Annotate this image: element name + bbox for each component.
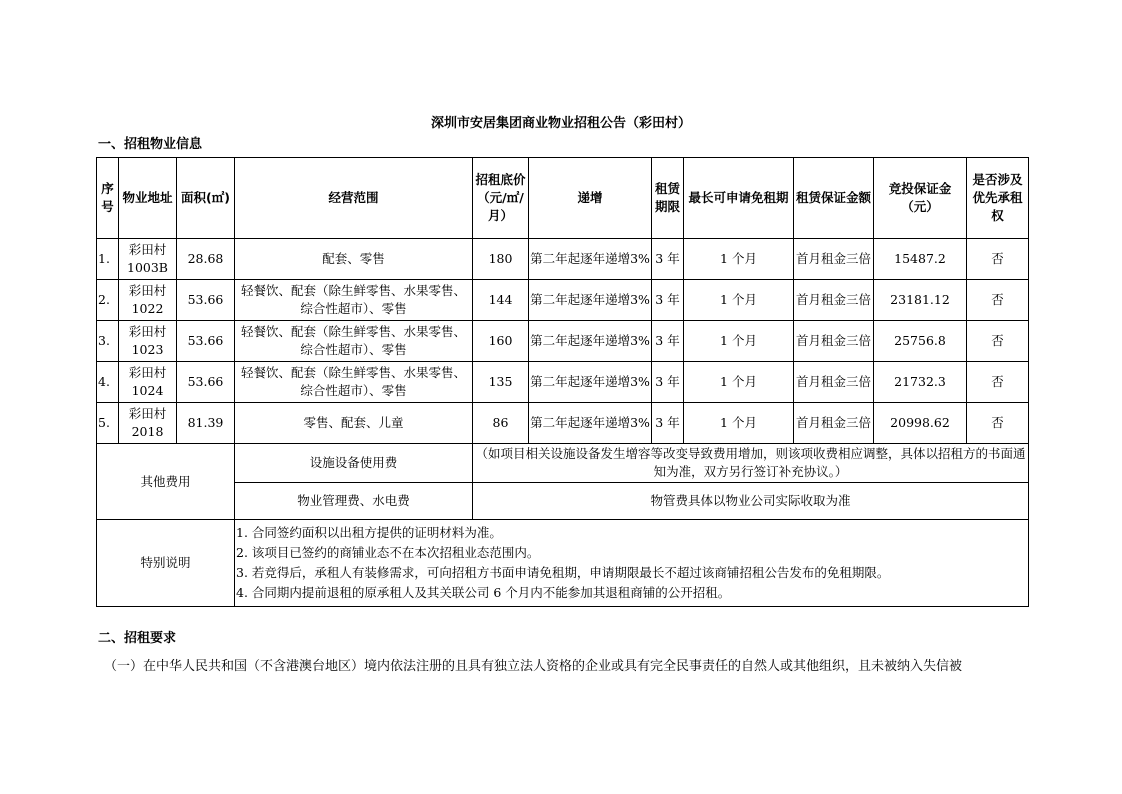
- requirements-paragraph: （一）在中华人民共和国（不含港澳台地区）境内依法注册的且具有独立法人资格的企业或具有完全民事责任的自然人或其他组织，且未被纳入失信被: [104, 659, 963, 674]
- cell-scope: 零售、配套、儿童: [235, 403, 473, 444]
- cell-price: 135: [473, 362, 529, 403]
- cell-deposit: 首月租金三倍: [794, 362, 874, 403]
- header-increase: 递增: [529, 158, 652, 239]
- cell-free-period: 1 个月: [684, 239, 794, 280]
- cell-area: 28.68: [177, 239, 235, 280]
- cell-bid-deposit: 25756.8: [874, 321, 967, 362]
- cell-term: 3 年: [652, 239, 684, 280]
- cell-increase: 第二年起逐年递增3%: [529, 239, 652, 280]
- other-fees-row-management: [97, 483, 1029, 520]
- cell-term: 3 年: [652, 280, 684, 321]
- header-bid-deposit: 竞投保证金（元）: [874, 158, 967, 239]
- header-area: 面积(㎡): [177, 158, 235, 239]
- cell-bid-deposit: 15487.2: [874, 239, 967, 280]
- cell-deposit: 首月租金三倍: [794, 280, 874, 321]
- cell-seq: 1.: [97, 239, 119, 280]
- cell-increase: 第二年起逐年递增3%: [529, 280, 652, 321]
- cell-address: 彩田村1003B: [119, 239, 177, 280]
- cell-free-period: 1 个月: [684, 321, 794, 362]
- cell-seq: 2.: [97, 280, 119, 321]
- cell-scope: 轻餐饮、配套（除生鲜零售、水果零售、综合性超市）、零售: [235, 280, 473, 321]
- cell-deposit: 首月租金三倍: [794, 403, 874, 444]
- fee-desc-management: 物管费具体以物业公司实际收取为准: [473, 483, 1029, 520]
- cell-priority: 否: [967, 403, 1029, 444]
- cell-increase: 第二年起逐年递增3%: [529, 362, 652, 403]
- cell-bid-deposit: 21732.3: [874, 362, 967, 403]
- cell-seq: 5.: [97, 403, 119, 444]
- cell-priority: 否: [967, 239, 1029, 280]
- cell-scope: 配套、零售: [235, 239, 473, 280]
- cell-term: 3 年: [652, 362, 684, 403]
- header-address: 物业地址: [119, 158, 177, 239]
- table-header-row: [97, 158, 1029, 239]
- header-free-period: 最长可申请免租期: [684, 158, 794, 239]
- cell-deposit: 首月租金三倍: [794, 321, 874, 362]
- cell-bid-deposit: 20998.62: [874, 403, 967, 444]
- cell-scope: 轻餐饮、配套（除生鲜零售、水果零售、综合性超市）、零售: [235, 362, 473, 403]
- cell-area: 53.66: [177, 321, 235, 362]
- special-notes-list: [235, 520, 1029, 607]
- special-notes-label: 特别说明: [97, 520, 235, 607]
- table-row: [97, 403, 1029, 444]
- cell-area: 53.66: [177, 362, 235, 403]
- special-note: 2. 该项目已签约的商铺业态不在本次招租业态范围内。: [236, 545, 540, 560]
- header-deposit: 租赁保证金额: [794, 158, 874, 239]
- cell-area: 81.39: [177, 403, 235, 444]
- cell-priority: 否: [967, 321, 1029, 362]
- cell-increase: 第二年起逐年递增3%: [529, 403, 652, 444]
- fee-item-facilities: 设施设备使用费: [235, 444, 473, 483]
- section-heading-requirements: 二、招租要求: [98, 631, 177, 646]
- fee-item-management: 物业管理费、水电费: [235, 483, 473, 520]
- cell-scope: 轻餐饮、配套（除生鲜零售、水果零售、综合性超市）、零售: [235, 321, 473, 362]
- cell-area: 53.66: [177, 280, 235, 321]
- cell-price: 86: [473, 403, 529, 444]
- cell-address: 彩田村1023: [119, 321, 177, 362]
- header-term: 租赁期限: [652, 158, 684, 239]
- other-fees-row-facilities: [97, 444, 1029, 483]
- special-note: 3. 若竞得后，承租人有装修需求，可向招租方书面申请免租期，申请期限最长不超过该商铺招租公告发布的免租期限。: [236, 565, 890, 580]
- cell-price: 180: [473, 239, 529, 280]
- cell-increase: 第二年起逐年递增3%: [529, 321, 652, 362]
- cell-seq: 3.: [97, 321, 119, 362]
- section-heading-property-info: 一、招租物业信息: [98, 137, 203, 152]
- cell-priority: 否: [967, 280, 1029, 321]
- fee-desc-facilities: （如项目相关设施设备发生增容等改变导致费用增加，则该项收费相应调整，具体以招租方的书面通知为准，双方另行签订补充协议。）: [473, 444, 1029, 483]
- special-note: 1. 合同签约面积以出租方提供的证明材料为准。: [236, 525, 502, 540]
- header-seq: 序号: [97, 158, 119, 239]
- cell-term: 3 年: [652, 321, 684, 362]
- rental-table: [96, 157, 1029, 607]
- cell-address: 彩田村1024: [119, 362, 177, 403]
- header-priority: 是否涉及优先承租权: [967, 158, 1029, 239]
- other-fees-label: 其他费用: [97, 444, 235, 520]
- cell-address: 彩田村1022: [119, 280, 177, 321]
- table-row: [97, 321, 1029, 362]
- cell-free-period: 1 个月: [684, 362, 794, 403]
- cell-term: 3 年: [652, 403, 684, 444]
- table-row: [97, 239, 1029, 280]
- cell-address: 彩田村2018: [119, 403, 177, 444]
- table-row: [97, 362, 1029, 403]
- header-base-price: 招租底价（元/㎡/月）: [473, 158, 529, 239]
- page-title: 深圳市安居集团商业物业招租公告（彩田村）: [430, 116, 691, 131]
- cell-bid-deposit: 23181.12: [874, 280, 967, 321]
- special-notes-row: [97, 520, 1029, 607]
- special-note: 4. 合同期内提前退租的原承租人及其关联公司 6 个月内不能参加其退租商铺的公开招租。: [236, 585, 731, 600]
- header-scope: 经营范围: [235, 158, 473, 239]
- cell-deposit: 首月租金三倍: [794, 239, 874, 280]
- table-row: [97, 280, 1029, 321]
- cell-price: 144: [473, 280, 529, 321]
- cell-free-period: 1 个月: [684, 280, 794, 321]
- cell-priority: 否: [967, 362, 1029, 403]
- cell-price: 160: [473, 321, 529, 362]
- cell-seq: 4.: [97, 362, 119, 403]
- cell-free-period: 1 个月: [684, 403, 794, 444]
